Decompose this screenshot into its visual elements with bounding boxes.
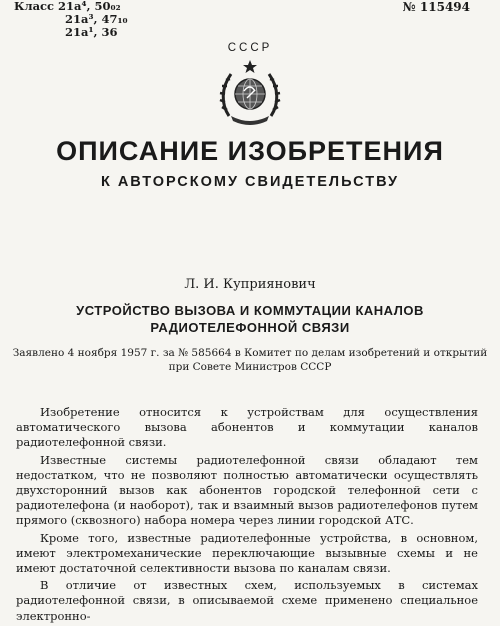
filing-line-2: при Совете Министров СССР <box>168 361 332 373</box>
document-title: ОПИСАНИЕ ИЗОБРЕТЕНИЯ <box>56 136 444 166</box>
filing-line-1: Заявлено 4 ноября 1957 г. за № 585664 в Комитет по делам изобретений и открытий <box>12 347 488 359</box>
invention-title <box>20 302 480 336</box>
paragraph: Кроме того, известные радиотелефонные устройства, в основном, имеют электромеханические переключающие вызывные схемы и не имеют достаточной селективности вызова по каналам связи. <box>16 530 478 576</box>
class-line-3: 21a¹, 36 <box>65 25 118 39</box>
classification-codes <box>14 0 128 39</box>
author-name: Л. И. Куприянович <box>184 277 316 292</box>
country-label: СССР <box>227 42 273 54</box>
class-line-2: 21a³, 47₁₀ <box>65 12 128 26</box>
patent-number: № 115494 <box>402 0 470 14</box>
description-body <box>16 405 478 626</box>
class-line-1: Класс 21a⁴, 50₀₂ <box>14 0 121 13</box>
paragraph: Известные системы радиотелефонной связи обладают тем недостатком, что не позволяют полностью автоматически осуществлять двухсторонний вызов как абонентов городской телефонной сети с радиотелефона (и наоборот), так и взаимный вызов радиотелефонов путем прямого (сквозного) набора номера через линии городской АТС. <box>16 452 478 528</box>
paragraph: В отличие от известных схем, используемых в системах радиотелефонной связи, в описываемой схеме применено специальное электронно- <box>16 578 478 623</box>
state-emblem-icon <box>217 58 283 128</box>
document-subtitle: К АВТОРСКОМУ СВИДЕТЕЛЬСТВУ <box>100 174 400 190</box>
invention-title-line-1: УСТРОЙСТВО ВЫЗОВА И КОММУТАЦИИ КАНАЛОВ <box>76 303 424 318</box>
filing-info <box>10 346 490 374</box>
paragraph: Изобретение относится к устройствам для осуществления автоматического вызова абонентов и коммутации каналов радиотелефонной связи. <box>16 405 478 450</box>
invention-title-line-2: РАДИОТЕЛЕФОННОЙ СВЯЗИ <box>150 320 350 335</box>
